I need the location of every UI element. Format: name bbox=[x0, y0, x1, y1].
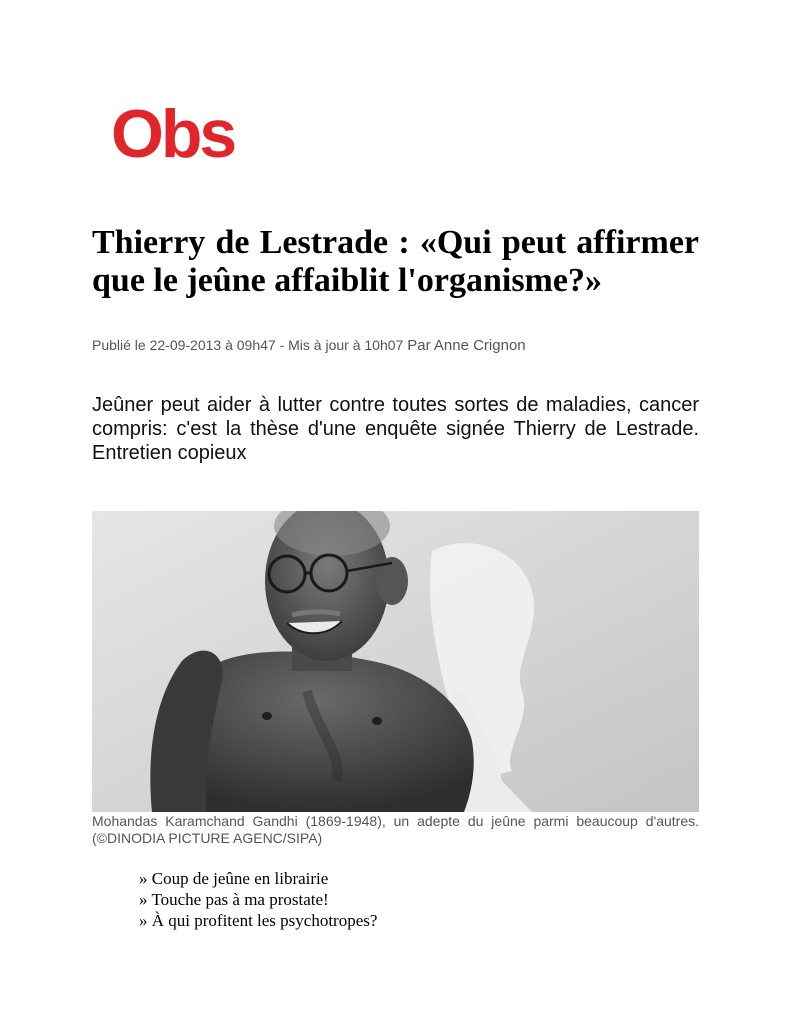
publish-date: Publié le 22-09-2013 à 09h47 - Mis à jour à 10h07 bbox=[92, 337, 404, 353]
related-link[interactable]: » Coup de jeûne en librairie bbox=[139, 869, 329, 888]
related-link[interactable]: » Touche pas à ma prostate! bbox=[139, 890, 329, 909]
author-name[interactable]: Par Anne Crignon bbox=[407, 337, 526, 354]
obs-logo[interactable]: Obs bbox=[111, 96, 235, 172]
related-link[interactable]: » À qui profitent les psychotropes? bbox=[139, 911, 378, 930]
gandhi-photo-illustration bbox=[92, 511, 699, 812]
related-links bbox=[139, 868, 377, 931]
related-link-item bbox=[139, 889, 377, 910]
related-link-item bbox=[139, 868, 377, 889]
related-link-item bbox=[139, 910, 377, 931]
photo-caption: Mohandas Karamchand Gandhi (1869-1948), un adepte du jeûne parmi beaucoup d'autres. (©DINODIA PICTURE AGENC/SIPA) bbox=[92, 813, 699, 846]
article-byline bbox=[92, 337, 699, 354]
article-title: Thierry de Lestrade : «Qui peut affirmer que le jeûne affaiblit l'organisme?» bbox=[92, 224, 699, 299]
article-photo bbox=[92, 511, 699, 812]
article-lead: Jeûner peut aider à lutter contre toutes sortes de maladies, cancer compris: c'est la thèse d'une enquête signée Thierry de Lestrade. Entretien copieux bbox=[92, 394, 699, 464]
